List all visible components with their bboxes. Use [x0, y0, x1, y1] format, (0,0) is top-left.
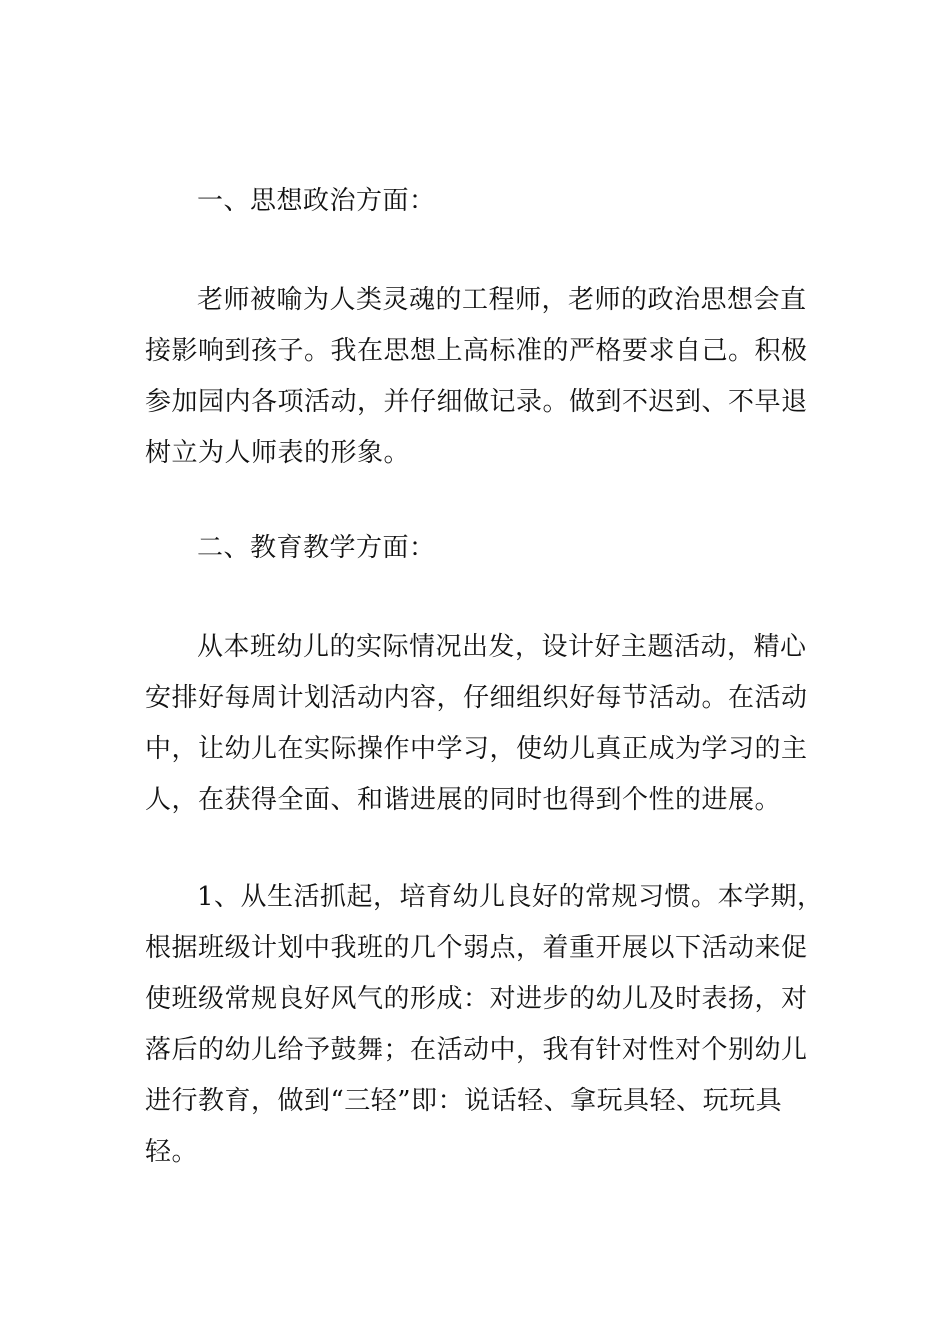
paragraph-line: 使班级常规良好风气的形成：对进步的幼儿及时表扬，对 — [145, 984, 808, 1014]
paragraph-line: 轻。 — [145, 1137, 199, 1167]
paragraph-line: 从本班幼儿的实际情况出发，设计好主题活动，精心 — [197, 632, 807, 662]
paragraph-line: 树立为人师表的形象。 — [145, 438, 411, 468]
paragraph-routine-habits — [145, 872, 824, 1178]
section-heading-ideology: 一、思想政治方面： — [197, 186, 436, 216]
paragraph-ideology — [145, 275, 807, 479]
paragraph-line: 安排好每周计划活动内容，仔细组织好每节活动。在活动 — [145, 683, 808, 713]
paragraph-line: 中，让幼儿在实际操作中学习，使幼儿真正成为学习的主 — [145, 734, 808, 764]
paragraph-teaching — [145, 622, 807, 826]
paragraph-line: 进行教育，做到“三轻”即：说话轻、拿玩具轻、玩玩具 — [145, 1086, 783, 1116]
paragraph-line: 1、从生活抓起，培育幼儿良好的常规习惯。本学期， — [197, 882, 824, 912]
paragraph-line: 根据班级计划中我班的几个弱点，着重开展以下活动来促 — [145, 933, 808, 963]
paragraph-line: 参加园内各项活动，并仔细做记录。做到不迟到、不早退 — [145, 387, 808, 417]
paragraph-line: 落后的幼儿给予鼓舞；在活动中，我有针对性对个别幼儿 — [145, 1035, 808, 1065]
section-heading-teaching: 二、教育教学方面： — [197, 533, 436, 563]
paragraph-line: 人，在获得全面、和谐进展的同时也得到个性的进展。 — [145, 785, 782, 815]
paragraph-line: 接影响到孩子。我在思想上高标准的严格要求自己。积极 — [145, 336, 808, 366]
paragraph-line: 老师被喻为人类灵魂的工程师，老师的政治思想会直 — [197, 285, 807, 315]
